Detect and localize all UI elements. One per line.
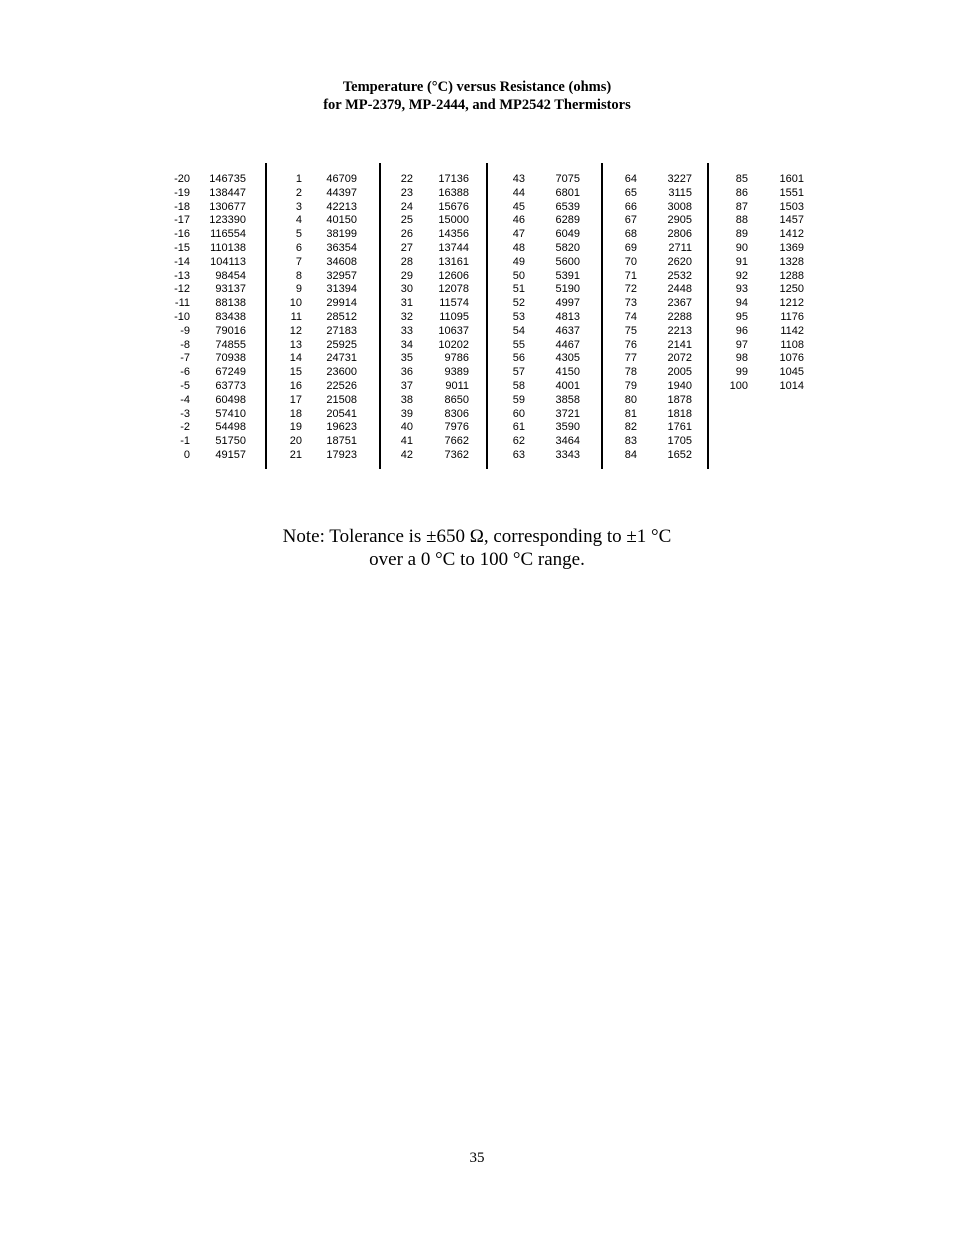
temperature-cell: 32 bbox=[400, 311, 413, 323]
resistance-cell: 116554 bbox=[210, 228, 246, 241]
temperature-cell: 90 bbox=[735, 242, 748, 254]
temperature-cell: 33 bbox=[400, 324, 413, 337]
temperature-cell: 30 bbox=[400, 283, 413, 296]
temperature-cell: 10 bbox=[289, 297, 302, 310]
column-divider bbox=[486, 163, 488, 469]
resistance-cell: 15000 bbox=[438, 214, 469, 227]
resistance-cell: 70938 bbox=[215, 352, 246, 365]
resistance-cell: 10637 bbox=[438, 324, 469, 337]
resistance-cell: 3008 bbox=[667, 200, 692, 213]
temperature-cell: 51 bbox=[512, 283, 525, 296]
temperature-cell: 83 bbox=[624, 435, 637, 448]
resistance-cell: 1142 bbox=[780, 324, 804, 337]
temperature-cell: 45 bbox=[512, 200, 525, 213]
temperature-cell: 36 bbox=[400, 366, 413, 379]
temperature-cell: 66 bbox=[624, 200, 637, 213]
resistance-cell: 1601 bbox=[779, 173, 804, 185]
temperature-cell: 3 bbox=[295, 200, 302, 213]
temperature-cell: -12 bbox=[174, 283, 190, 296]
resistance-cell: 2367 bbox=[667, 297, 692, 310]
resistance-cell: 12606 bbox=[438, 269, 469, 282]
temperature-cell: 69 bbox=[624, 242, 637, 254]
temperature-cell: 71 bbox=[624, 269, 637, 282]
temperature-cell: 100 bbox=[729, 380, 748, 392]
temperature-cell: -13 bbox=[174, 269, 190, 282]
resistance-cell: 4997 bbox=[555, 297, 580, 310]
temperature-cell: 54 bbox=[512, 324, 525, 337]
resistance-cell: 49157 bbox=[215, 449, 246, 461]
temperature-cell: 75 bbox=[624, 324, 637, 337]
resistance-cell: 1288 bbox=[779, 269, 804, 282]
resistance-cell: 1076 bbox=[779, 352, 804, 365]
resistance-cell: 15676 bbox=[438, 200, 469, 213]
temperature-cell: 12 bbox=[289, 324, 302, 337]
resistance-cell: 7362 bbox=[444, 449, 469, 461]
resistance-cell: 54498 bbox=[215, 421, 246, 434]
resistance-cell: 57410 bbox=[215, 407, 246, 420]
resistance-cell: 20541 bbox=[326, 407, 357, 420]
resistance-cell: 123390 bbox=[209, 214, 246, 227]
resistance-cell: 19623 bbox=[326, 421, 357, 434]
temperature-cell: 29 bbox=[400, 269, 413, 282]
resistance-cell: 17923 bbox=[326, 449, 357, 461]
temperature-cell: -11 bbox=[174, 297, 190, 310]
resistance-cell: 2620 bbox=[667, 255, 692, 268]
temperature-cell: 49 bbox=[512, 255, 525, 268]
temperature-cell: -17 bbox=[174, 214, 190, 227]
temperature-cell: 37 bbox=[400, 380, 413, 392]
resistance-cell: 8650 bbox=[444, 393, 469, 406]
temperature-cell: 40 bbox=[400, 421, 413, 434]
resistance-cell: 29914 bbox=[326, 297, 357, 310]
resistance-cell: 9011 bbox=[445, 380, 469, 392]
temperature-cell: 1 bbox=[295, 173, 302, 185]
temperature-cell: 73 bbox=[624, 297, 637, 310]
resistance-cell: 18751 bbox=[326, 435, 357, 448]
resistance-cell: 7976 bbox=[444, 421, 469, 434]
resistance-cell: 6289 bbox=[555, 214, 580, 227]
temperature-cell: 53 bbox=[512, 311, 525, 323]
resistance-cell: 1369 bbox=[779, 242, 804, 254]
resistance-cell: 22526 bbox=[326, 380, 357, 392]
column-divider bbox=[601, 163, 603, 469]
page-title bbox=[0, 78, 954, 114]
resistance-cell: 67249 bbox=[215, 366, 246, 379]
temperature-cell: 21 bbox=[289, 449, 302, 461]
resistance-cell: 51750 bbox=[215, 435, 246, 448]
temperature-cell: -14 bbox=[174, 255, 190, 268]
resistance-cell: 1705 bbox=[667, 435, 692, 448]
temperature-cell: -7 bbox=[180, 352, 190, 365]
temperature-cell: 14 bbox=[289, 352, 302, 365]
temperature-cell: 78 bbox=[624, 366, 637, 379]
temperature-cell: 15 bbox=[289, 366, 302, 379]
temperature-cell: 88 bbox=[735, 214, 748, 227]
temperature-cell: 19 bbox=[289, 421, 302, 434]
resistance-cell: 46709 bbox=[326, 173, 357, 185]
temperature-cell: -9 bbox=[180, 324, 190, 337]
temperature-cell: 76 bbox=[624, 338, 637, 351]
temperature-cell: 26 bbox=[400, 228, 413, 241]
temperature-cell: 4 bbox=[295, 214, 302, 227]
resistance-cell: 2532 bbox=[667, 269, 692, 282]
temperature-cell: 62 bbox=[512, 435, 525, 448]
temperature-cell: 52 bbox=[512, 297, 525, 310]
title-line-2: for MP-2379, MP-2444, and MP2542 Thermistors bbox=[323, 97, 631, 113]
resistance-cell: 2711 bbox=[668, 242, 692, 254]
resistance-cell: 9389 bbox=[444, 366, 469, 379]
temperature-cell: 42 bbox=[400, 449, 413, 461]
temperature-cell: 22 bbox=[400, 173, 413, 185]
temperature-cell: -16 bbox=[174, 228, 190, 241]
resistance-cell: 2213 bbox=[667, 324, 692, 337]
resistance-cell: 2448 bbox=[667, 283, 692, 296]
resistance-cell: 14356 bbox=[438, 228, 469, 241]
temperature-cell: 47 bbox=[512, 228, 525, 241]
temperature-cell: 16 bbox=[289, 380, 302, 392]
resistance-cell: 8306 bbox=[444, 407, 469, 420]
resistance-cell: 3590 bbox=[555, 421, 580, 434]
resistance-cell: 1328 bbox=[779, 255, 804, 268]
resistance-cell: 17136 bbox=[438, 173, 469, 185]
column-divider bbox=[265, 163, 267, 469]
resistance-cell: 5391 bbox=[555, 269, 580, 282]
temperature-cell: 50 bbox=[512, 269, 525, 282]
resistance-cell: 1457 bbox=[779, 214, 804, 227]
temperature-cell: -6 bbox=[180, 366, 190, 379]
temperature-cell: 9 bbox=[295, 283, 302, 296]
temperature-cell: -3 bbox=[180, 407, 190, 420]
note-line-1: Note: Tolerance is ±650 Ω, corresponding to ±1 °C bbox=[282, 526, 672, 547]
temperature-cell: 97 bbox=[735, 338, 748, 351]
resistance-cell: 138447 bbox=[209, 186, 246, 199]
temperature-cell: 20 bbox=[289, 435, 302, 448]
resistance-cell: 12078 bbox=[438, 283, 469, 296]
title-line-1: Temperature (°C) versus Resistance (ohms) bbox=[342, 79, 612, 95]
resistance-cell: 11095 bbox=[439, 311, 469, 323]
resistance-cell: 60498 bbox=[215, 393, 246, 406]
resistance-cell: 3464 bbox=[555, 435, 580, 448]
resistance-cell: 83438 bbox=[215, 311, 246, 323]
resistance-cell: 2905 bbox=[667, 214, 692, 227]
temperature-cell: 0 bbox=[183, 449, 190, 461]
temperature-cell: 31 bbox=[400, 297, 413, 310]
resistance-cell: 1108 bbox=[780, 338, 804, 351]
temperature-cell: 27 bbox=[400, 242, 413, 254]
temperature-cell: 25 bbox=[400, 214, 413, 227]
temperature-cell: 87 bbox=[735, 200, 748, 213]
resistance-cell: 3227 bbox=[667, 173, 692, 185]
resistance-cell: 2072 bbox=[667, 352, 692, 365]
temperature-cell: 85 bbox=[735, 173, 748, 185]
temperature-cell: 86 bbox=[735, 186, 748, 199]
temperature-cell: 11 bbox=[290, 311, 302, 323]
resistance-cell: 88138 bbox=[215, 297, 246, 310]
resistance-cell: 4813 bbox=[555, 311, 580, 323]
temperature-cell: 64 bbox=[624, 173, 637, 185]
resistance-cell: 93137 bbox=[215, 283, 246, 296]
resistance-cell: 9786 bbox=[444, 352, 469, 365]
temperature-cell: 59 bbox=[512, 393, 525, 406]
temperature-cell: 65 bbox=[624, 186, 637, 199]
resistance-cell: 1212 bbox=[779, 297, 804, 310]
resistance-cell: 6049 bbox=[555, 228, 580, 241]
temperature-cell: -5 bbox=[180, 380, 190, 392]
resistance-cell: 40150 bbox=[326, 214, 357, 227]
temperature-cell: 81 bbox=[624, 407, 637, 420]
temperature-cell: 5 bbox=[295, 228, 302, 241]
resistance-cell: 7075 bbox=[555, 173, 580, 185]
resistance-cell: 6801 bbox=[555, 186, 580, 199]
resistance-cell: 16388 bbox=[438, 186, 469, 199]
temperature-cell: 94 bbox=[735, 297, 748, 310]
resistance-cell: 25925 bbox=[326, 338, 357, 351]
resistance-cell: 2288 bbox=[667, 311, 692, 323]
resistance-cell: 1045 bbox=[779, 366, 804, 379]
temperature-cell: 98 bbox=[735, 352, 748, 365]
resistance-cell: 5190 bbox=[555, 283, 580, 296]
resistance-cell: 1940 bbox=[667, 380, 692, 392]
temperature-cell: -4 bbox=[180, 393, 190, 406]
temperature-cell: 68 bbox=[624, 228, 637, 241]
temperature-cell: -10 bbox=[174, 311, 190, 323]
temperature-cell: 79 bbox=[624, 380, 637, 392]
temperature-cell: 91 bbox=[735, 255, 748, 268]
temperature-cell: 63 bbox=[512, 449, 525, 461]
resistance-cell: 1652 bbox=[667, 449, 692, 461]
temperature-cell: 48 bbox=[512, 242, 525, 254]
resistance-cell: 24731 bbox=[326, 352, 357, 365]
resistance-cell: 1412 bbox=[779, 228, 804, 241]
resistance-cell: 32957 bbox=[326, 269, 357, 282]
temperature-cell: -19 bbox=[174, 186, 190, 199]
resistance-cell: 5600 bbox=[555, 255, 580, 268]
resistance-cell: 3858 bbox=[555, 393, 580, 406]
temperature-cell: 55 bbox=[512, 338, 525, 351]
resistance-cell: 27183 bbox=[326, 324, 357, 337]
resistance-cell: 6539 bbox=[555, 200, 580, 213]
temperature-cell: 82 bbox=[624, 421, 637, 434]
temperature-cell: 92 bbox=[735, 269, 748, 282]
resistance-cell: 1818 bbox=[667, 407, 692, 420]
temperature-cell: 18 bbox=[289, 407, 302, 420]
resistance-cell: 7662 bbox=[444, 435, 469, 448]
temperature-cell: 7 bbox=[295, 255, 302, 268]
resistance-cell: 1878 bbox=[667, 393, 692, 406]
resistance-cell: 4637 bbox=[555, 324, 580, 337]
resistance-cell: 104113 bbox=[210, 255, 246, 268]
temperature-cell: 39 bbox=[400, 407, 413, 420]
resistance-cell: 5820 bbox=[555, 242, 580, 254]
temperature-cell: 13 bbox=[289, 338, 302, 351]
temperature-cell: 70 bbox=[624, 255, 637, 268]
temperature-cell: 34 bbox=[400, 338, 413, 351]
resistance-cell: 2005 bbox=[667, 366, 692, 379]
resistance-cell: 79016 bbox=[215, 324, 246, 337]
resistance-cell: 1176 bbox=[780, 311, 804, 323]
temperature-cell: -1 bbox=[180, 435, 190, 448]
temperature-cell: -15 bbox=[174, 242, 190, 254]
resistance-cell: 34608 bbox=[326, 255, 357, 268]
temperature-cell: 80 bbox=[624, 393, 637, 406]
temperature-cell: -20 bbox=[174, 173, 190, 185]
temperature-cell: 84 bbox=[624, 449, 637, 461]
resistance-cell: 146735 bbox=[209, 173, 246, 185]
resistance-cell: 130677 bbox=[209, 200, 246, 213]
resistance-cell: 1014 bbox=[779, 380, 804, 392]
resistance-cell: 3115 bbox=[668, 186, 692, 199]
temperature-cell: 77 bbox=[624, 352, 637, 365]
resistance-cell: 4467 bbox=[555, 338, 580, 351]
temperature-cell: 58 bbox=[512, 380, 525, 392]
temperature-cell: 43 bbox=[512, 173, 525, 185]
resistance-cell: 11574 bbox=[439, 297, 469, 310]
column-divider bbox=[707, 163, 709, 469]
resistance-cell: 1761 bbox=[667, 421, 692, 434]
resistance-cell: 23600 bbox=[326, 366, 357, 379]
resistance-cell: 1503 bbox=[779, 200, 804, 213]
resistance-cell: 21508 bbox=[326, 393, 357, 406]
temperature-cell: 89 bbox=[735, 228, 748, 241]
temperature-cell: 99 bbox=[735, 366, 748, 379]
temperature-cell: 96 bbox=[735, 324, 748, 337]
resistance-cell: 28512 bbox=[326, 311, 357, 323]
temperature-cell: 57 bbox=[512, 366, 525, 379]
temperature-cell: -2 bbox=[180, 421, 190, 434]
temperature-cell: 38 bbox=[400, 393, 413, 406]
page-number: 35 bbox=[469, 1150, 485, 1166]
temperature-cell: 28 bbox=[400, 255, 413, 268]
temperature-cell: 74 bbox=[624, 311, 637, 323]
temperature-cell: 61 bbox=[512, 421, 525, 434]
temperature-resistance-table bbox=[160, 163, 804, 469]
temperature-cell: 44 bbox=[512, 186, 525, 199]
temperature-cell: 60 bbox=[512, 407, 525, 420]
temperature-cell: 95 bbox=[735, 311, 748, 323]
resistance-cell: 36354 bbox=[326, 242, 357, 254]
column-divider bbox=[379, 163, 381, 469]
temperature-cell: 67 bbox=[624, 214, 637, 227]
temperature-cell: 23 bbox=[400, 186, 413, 199]
resistance-cell: 2806 bbox=[667, 228, 692, 241]
resistance-cell: 74855 bbox=[215, 338, 246, 351]
resistance-cell: 98454 bbox=[215, 269, 246, 282]
resistance-cell: 4001 bbox=[555, 380, 580, 392]
resistance-cell: 3721 bbox=[555, 407, 580, 420]
resistance-cell: 13744 bbox=[438, 242, 469, 254]
resistance-cell: 13161 bbox=[438, 255, 469, 268]
temperature-cell: 46 bbox=[512, 214, 525, 227]
resistance-cell: 3343 bbox=[555, 449, 580, 461]
resistance-cell: 31394 bbox=[326, 283, 357, 296]
resistance-cell: 38199 bbox=[326, 228, 357, 241]
resistance-cell: 44397 bbox=[326, 186, 357, 199]
temperature-cell: 41 bbox=[400, 435, 413, 448]
temperature-cell: 93 bbox=[735, 283, 748, 296]
resistance-cell: 4305 bbox=[555, 352, 580, 365]
temperature-cell: 2 bbox=[295, 186, 302, 199]
temperature-cell: 17 bbox=[289, 393, 302, 406]
temperature-cell: 35 bbox=[400, 352, 413, 365]
temperature-cell: -18 bbox=[174, 200, 190, 213]
resistance-cell: 1551 bbox=[779, 186, 804, 199]
resistance-cell: 63773 bbox=[215, 380, 246, 392]
temperature-cell: -8 bbox=[180, 338, 190, 351]
tolerance-note bbox=[0, 525, 954, 571]
note-line-2: over a 0 °C to 100 °C range. bbox=[369, 549, 585, 570]
temperature-cell: 72 bbox=[624, 283, 637, 296]
resistance-cell: 4150 bbox=[555, 366, 580, 379]
temperature-cell: 56 bbox=[512, 352, 525, 365]
resistance-cell: 10202 bbox=[438, 338, 469, 351]
resistance-cell: 110138 bbox=[210, 242, 246, 254]
resistance-cell: 1250 bbox=[779, 283, 804, 296]
temperature-cell: 24 bbox=[400, 200, 413, 213]
resistance-cell: 2141 bbox=[667, 338, 692, 351]
resistance-cell: 42213 bbox=[326, 200, 357, 213]
temperature-cell: 8 bbox=[295, 269, 302, 282]
temperature-cell: 6 bbox=[295, 242, 302, 254]
